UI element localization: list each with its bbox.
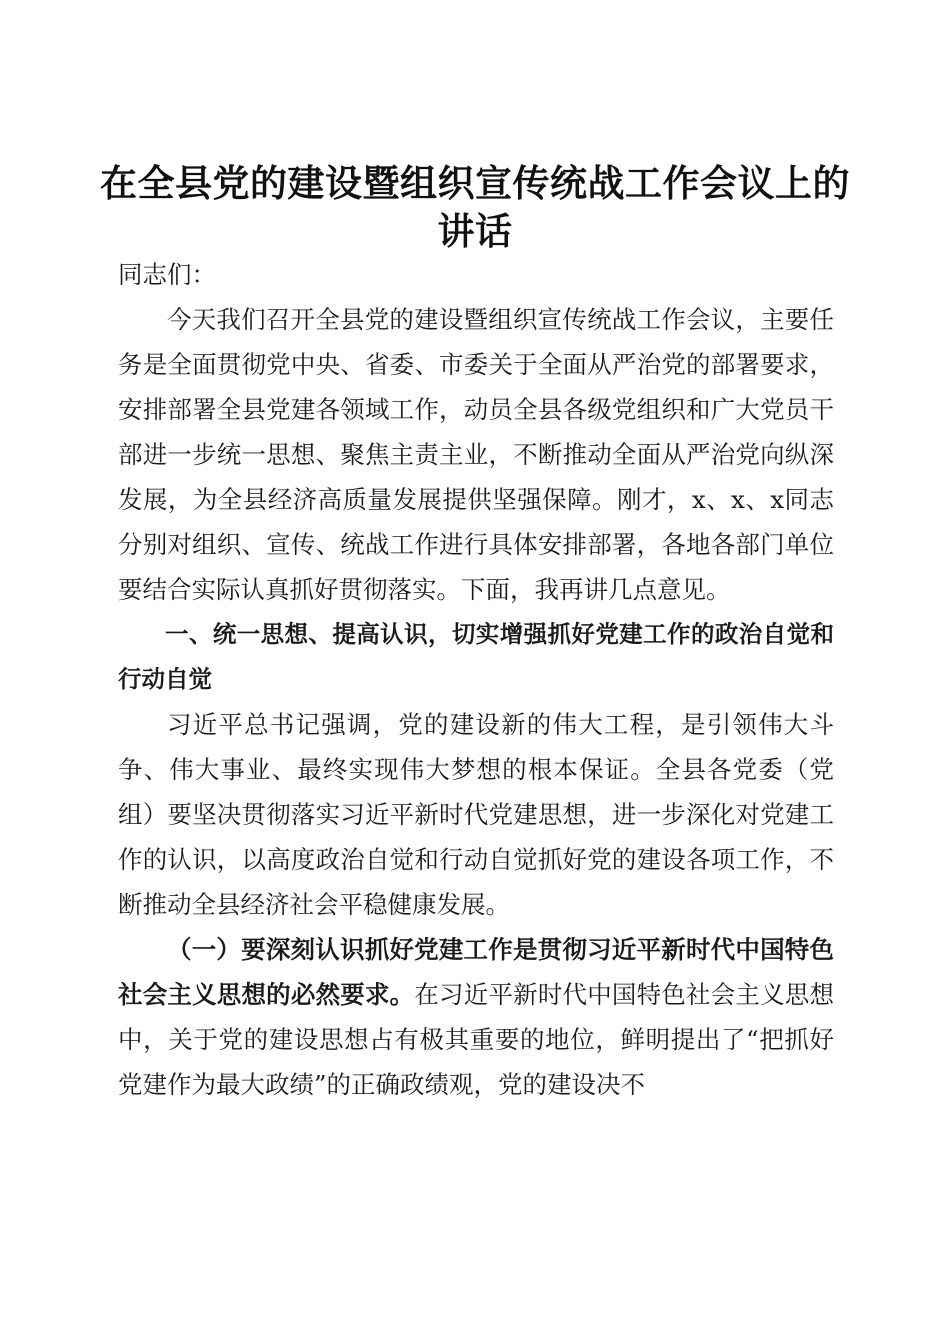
section-heading-1: 一、统一思想、提高认识，切实增强抓好党建工作的政治自觉和行动自觉 bbox=[118, 620, 834, 693]
subsection-heading-1: （一）要深刻认识抓好党建工作是贯彻习近平新时代中国特色社会主义思想的必然要求。 bbox=[118, 935, 834, 1009]
document-body bbox=[118, 252, 834, 1107]
subsection-1-text: 在习近平新时代中国特色社会主义思想中，关于党的建设思想占有极其重要的地位，鲜明提出了“把抓好党建作为最大政绩”的正确政绩观，党的建设决不 bbox=[118, 980, 835, 1099]
document-title: 在全县党的建设暨组织宣传统战工作会议上的讲话 bbox=[100, 160, 850, 253]
intro-paragraph: 今天我们召开全县党的建设暨组织宣传统战工作会议，主要任务是全面贯彻党中央、省委、市委关于全面从严治党的部署要求，安排部署全县党建各领域工作，动员全县各级党组织和广大党员干部进一步统一思想、聚焦主责主业，不断推动全面从严治党向纵深发展，为全县经济高质量发展提供坚强保障。刚才，x、x、x同志分别对组织、宣传、统战工作进行具体安排部署，各地各部门单位要结合实际认真抓好贯彻落实。下面，我再讲几点意见。 bbox=[118, 305, 834, 604]
salutation: 同志们： bbox=[118, 260, 216, 289]
section-1-paragraph: 习近平总书记强调，党的建设新的伟大工程，是引领伟大斗争、伟大事业、最终实现伟大梦想的根本保证。全县各党委（党组）要坚决贯彻落实习近平新时代党建思想，进一步深化对党建工作的认识，以高度政治自觉和行动自觉抓好党的建设各项工作，不断推动全县经济社会平稳健康发展。 bbox=[118, 710, 834, 919]
subsection-1-paragraph bbox=[118, 927, 834, 1107]
